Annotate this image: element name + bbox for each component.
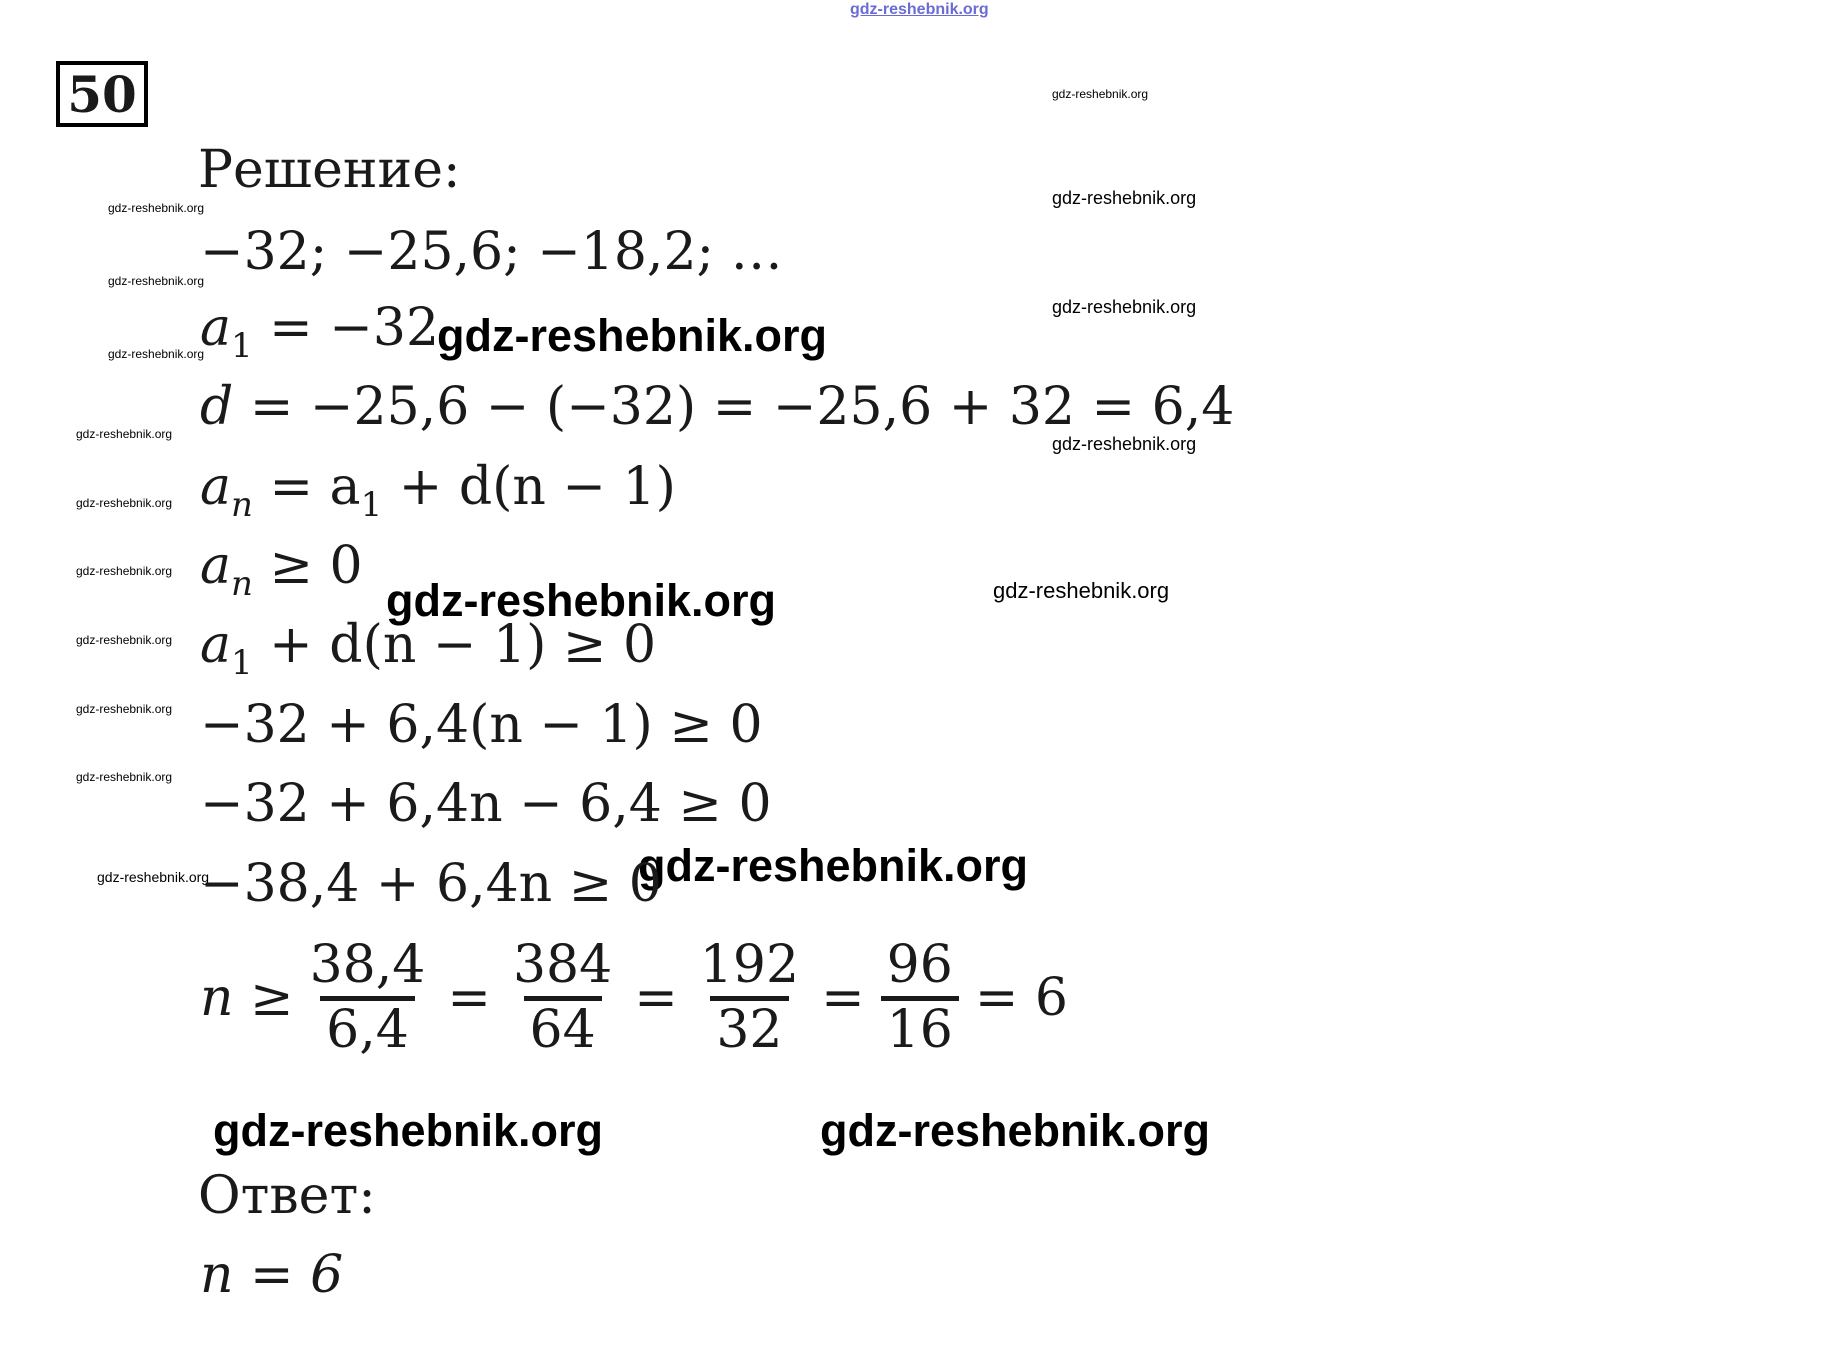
watermark: gdz-reshebnik.org	[108, 274, 205, 288]
watermark-top[interactable]: gdz-reshebnik.org	[850, 1, 989, 18]
var-a: a	[200, 298, 232, 358]
watermark: gdz-reshebnik.org	[638, 840, 1029, 891]
watermark: gdz-reshebnik.org	[386, 575, 777, 626]
numerator: 96	[886, 934, 953, 995]
fraction-lhs: n ≥	[200, 968, 294, 1028]
expr: ≥ 0	[252, 536, 363, 596]
numerator: 384	[512, 934, 613, 995]
watermark: gdz-reshebnik.org	[1052, 188, 1197, 208]
step4-line: −38,4 + 6,4n ≥ 0	[200, 854, 662, 914]
an-formula-line	[200, 457, 676, 525]
subscript: n	[231, 564, 253, 604]
watermark: gdz-reshebnik.org	[213, 1105, 604, 1156]
step2-line: −32 + 6,4(n − 1) ≥ 0	[200, 695, 763, 755]
fraction	[507, 936, 618, 1061]
watermark: gdz-reshebnik.org	[1052, 297, 1197, 317]
answer-line: n = 6	[200, 1245, 344, 1305]
solution-heading: Решение:	[198, 140, 461, 200]
subscript: 1	[231, 643, 253, 683]
expr: + d(n − 1)	[382, 457, 676, 517]
expr: = a	[252, 457, 361, 517]
watermark: gdz-reshebnik.org	[76, 496, 173, 510]
fraction	[304, 936, 432, 1061]
watermark: gdz-reshebnik.org	[108, 347, 205, 361]
answer-heading: Ответ:	[198, 1166, 376, 1226]
watermark: gdz-reshebnik.org	[993, 578, 1170, 603]
denominator: 16	[881, 996, 959, 1061]
var-a: a	[200, 536, 232, 596]
equals-sign: =	[634, 968, 678, 1028]
watermark: gdz-reshebnik.org	[76, 564, 173, 578]
numerator: 192	[699, 934, 800, 995]
watermark: gdz-reshebnik.org	[1052, 87, 1149, 101]
denominator: 32	[710, 996, 788, 1061]
expr: = −25,6 − (−32) = −25,6 + 32 = 6,4	[233, 377, 1235, 437]
subscript: 1	[231, 326, 253, 366]
watermark: gdz-reshebnik.org	[76, 427, 173, 441]
fraction-result: = 6	[974, 968, 1068, 1028]
var-a: a	[200, 615, 232, 675]
watermark: gdz-reshebnik.org	[1052, 434, 1197, 454]
watermark: gdz-reshebnik.org	[437, 310, 828, 361]
numerator: 38,4	[309, 934, 426, 995]
problem-number: 50	[56, 61, 148, 127]
equals-sign: =	[447, 968, 491, 1028]
expr: + d(n − 1) ≥ 0	[252, 615, 657, 675]
watermark: gdz-reshebnik.org	[76, 633, 173, 647]
fraction	[694, 936, 805, 1061]
denominator: 64	[524, 996, 602, 1061]
watermark: gdz-reshebnik.org	[108, 201, 205, 215]
var-d: d	[200, 377, 234, 437]
subscript: n	[231, 485, 253, 525]
fraction	[881, 936, 959, 1061]
watermark: gdz-reshebnik.org	[76, 770, 173, 784]
denominator: 6,4	[320, 996, 415, 1061]
expr: = −32	[252, 298, 440, 358]
sequence-line: −32; −25,6; −18,2; …	[200, 222, 783, 282]
subscript: 1	[360, 485, 383, 525]
watermark: gdz-reshebnik.org	[97, 869, 210, 885]
watermark: gdz-reshebnik.org	[820, 1105, 1211, 1156]
step1-line	[200, 615, 657, 683]
equals-sign: =	[821, 968, 865, 1028]
watermark: gdz-reshebnik.org	[76, 702, 173, 716]
an-inequality-line	[200, 536, 363, 604]
step3-line: −32 + 6,4n − 6,4 ≥ 0	[200, 774, 772, 834]
fraction-line	[200, 928, 1074, 1068]
var-a: a	[200, 457, 232, 517]
d-line	[200, 377, 1235, 437]
a1-line	[200, 298, 440, 366]
